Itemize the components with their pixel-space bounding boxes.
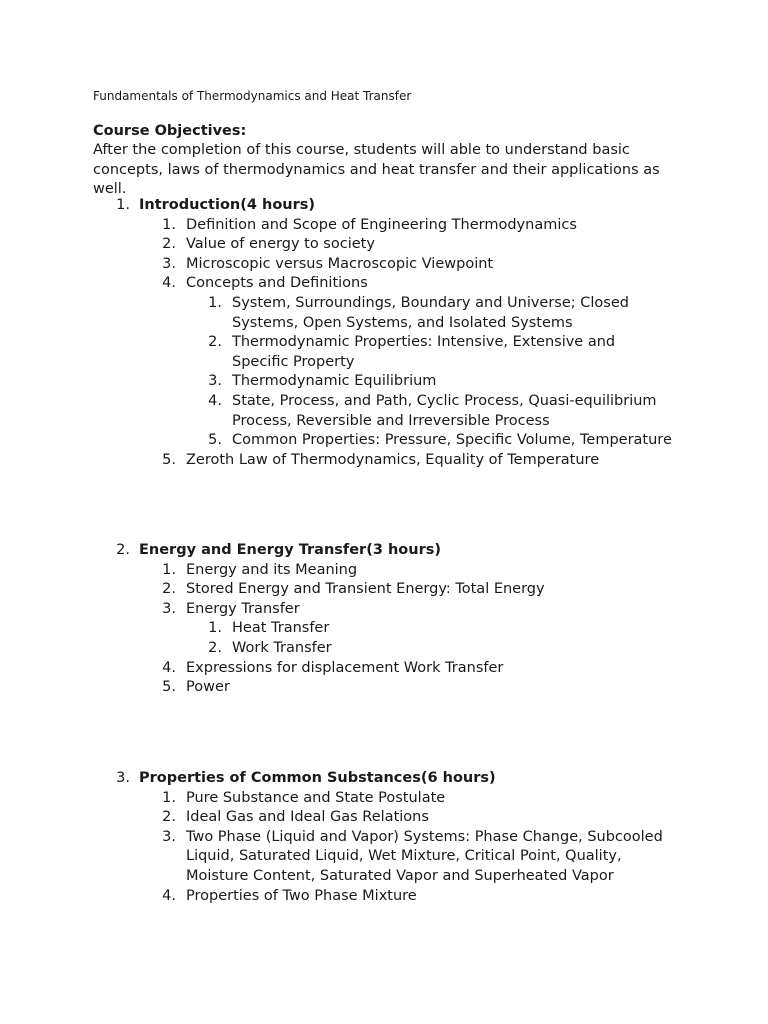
list-item [0, 808, 768, 828]
list-number: 1. [208, 620, 222, 637]
objectives-heading: Course Objectives: [93, 123, 247, 139]
sub-list-item-text: Thermodynamic Equilibrium [232, 373, 437, 390]
sub-list-item [0, 372, 768, 392]
list-item [0, 600, 768, 620]
list-number: 4. [162, 275, 176, 292]
section-heading [0, 541, 768, 561]
section-common-substances [0, 769, 768, 906]
sub-list-item-text: Common Properties: Pressure, Specific Volume, Temperature [232, 432, 672, 449]
list-item-text: Value of energy to society [186, 236, 375, 253]
list-item-text: Expressions for displacement Work Transfer [186, 659, 504, 676]
list-item-text: Ideal Gas and Ideal Gas Relations [186, 809, 429, 826]
list-number: 1. [162, 561, 176, 578]
list-number: 3. [208, 373, 222, 390]
list-item-text: Microscopic versus Macroscopic Viewpoint [186, 255, 494, 272]
list-item [0, 789, 768, 809]
list-item-text: Stored Energy and Transient Energy: Total Energy [186, 581, 545, 598]
list-number: 1. [162, 216, 176, 233]
list-number: 3. [162, 600, 176, 617]
sub-list-item-text: Thermodynamic Properties: Intensive, Extensive and Specific Property [232, 334, 616, 370]
sub-list-item-text: Work Transfer [232, 639, 332, 656]
sub-list-item [0, 333, 768, 372]
sub-list-item-text: System, Surroundings, Boundary and Universe; Closed Systems, Open Systems, and Isolated Systems [232, 294, 629, 331]
list-item-text: Zeroth Law of Thermodynamics, Equality of Temperature [186, 451, 600, 468]
list-number: 5. [162, 451, 176, 468]
sub-list-item [0, 639, 768, 659]
section-introduction [0, 196, 768, 470]
list-item-text: Two Phase (Liquid and Vapor) Systems: Phase Change, Subcooled Liquid, Saturated Liquid, Wet Mixture, Critical Point, Quality, Moisture Content, Saturated Vapor and Superheated Vapor [186, 828, 663, 884]
list-item [0, 678, 768, 698]
list-item [0, 887, 768, 907]
list-item-text: Energy and its Meaning [186, 561, 358, 578]
list-number: 2. [162, 236, 176, 253]
list-item [0, 274, 768, 294]
sub-list-item [0, 431, 768, 451]
list-item [0, 580, 768, 600]
list-number: 1. [208, 294, 222, 311]
list-number: 4. [162, 659, 176, 676]
list-item-text: Pure Substance and State Postulate [186, 789, 446, 806]
list-number: 5. [162, 679, 176, 696]
section-title: Introduction(4 hours) [139, 197, 316, 213]
list-item-text: Concepts and Definitions [186, 275, 368, 292]
document-title: Fundamentals of Thermodynamics and Heat Transfer [93, 89, 412, 103]
list-item [0, 828, 768, 887]
list-number: 2. [208, 639, 222, 656]
list-number: 3. [162, 828, 176, 845]
list-number: 2. [116, 542, 130, 558]
list-item-text: Properties of Two Phase Mixture [186, 887, 417, 904]
list-number: 1. [162, 789, 176, 806]
sub-list-item-text: State, Process, and Path, Cyclic Process, Quasi-equilibrium Process, Reversible and Irreversible Process [232, 392, 657, 429]
section-heading [0, 196, 768, 216]
section-title: Properties of Common Substances(6 hours) [139, 770, 496, 786]
list-number: 4. [162, 887, 176, 904]
list-number: 1. [116, 197, 130, 213]
list-item-text: Definition and Scope of Engineering Thermodynamics [186, 216, 577, 233]
section-energy-transfer [0, 541, 768, 698]
list-item [0, 235, 768, 255]
list-item [0, 255, 768, 275]
sub-list-item [0, 619, 768, 639]
list-item-text: Power [186, 679, 230, 696]
list-item [0, 216, 768, 236]
section-title: Energy and Energy Transfer(3 hours) [139, 542, 441, 558]
list-number: 3. [162, 255, 176, 272]
list-number: 2. [208, 334, 222, 351]
objectives-text: After the completion of this course, students will able to understand basic concepts, laws of thermodynamics and heat transfer and their applications as well. [93, 142, 660, 198]
sub-list-item-text: Heat Transfer [232, 620, 330, 637]
section-heading [0, 769, 768, 789]
sub-list-item [0, 392, 768, 431]
list-item [0, 659, 768, 679]
list-number: 2. [162, 809, 176, 826]
list-number: 5. [208, 432, 222, 449]
list-item [0, 451, 768, 471]
list-number: 4. [208, 392, 222, 409]
sub-list-item [0, 294, 768, 333]
list-number: 2. [162, 581, 176, 598]
list-number: 3. [116, 770, 130, 786]
list-item-text: Energy Transfer [186, 600, 300, 617]
list-item [0, 561, 768, 581]
